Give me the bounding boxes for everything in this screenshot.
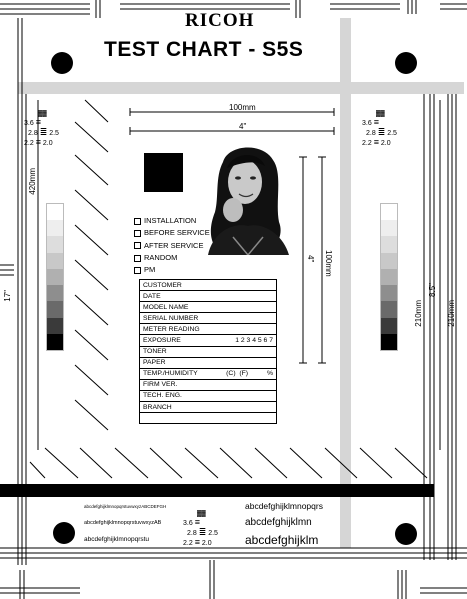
gray-step bbox=[381, 204, 397, 220]
checkbox[interactable] bbox=[134, 218, 141, 225]
form-label: METER READING bbox=[143, 325, 200, 333]
dimension-vertical-in: 4" bbox=[306, 255, 315, 263]
form-row bbox=[140, 346, 277, 357]
form-field[interactable] bbox=[140, 390, 277, 401]
form-field[interactable] bbox=[140, 313, 277, 324]
form-label: SERIAL NUMBER bbox=[143, 314, 199, 322]
checkbox[interactable] bbox=[134, 267, 141, 274]
form-field[interactable] bbox=[140, 302, 277, 313]
form-row bbox=[140, 379, 277, 390]
resolution-target-bottom-center: ▓▓ 3.6 ≡ 2.8 ≣ 2.5 2.2 ≡ 2.0 bbox=[183, 511, 218, 547]
form-row bbox=[140, 390, 277, 401]
text-sample-large-1: abcdefghijklmnopqrs bbox=[245, 501, 323, 511]
form-extra: 1 2 3 4 5 6 7 bbox=[235, 337, 273, 345]
gray-step bbox=[47, 204, 63, 220]
checklist-item[interactable] bbox=[134, 215, 210, 227]
form-field[interactable] bbox=[140, 346, 277, 357]
form-field[interactable] bbox=[140, 413, 277, 424]
form-label: DATE bbox=[143, 292, 161, 300]
form-row bbox=[140, 324, 277, 335]
form-field[interactable] bbox=[140, 280, 277, 291]
checklist-item[interactable] bbox=[134, 240, 210, 252]
checklist-label: AFTER SERVICE bbox=[144, 240, 204, 250]
checklist-item[interactable] bbox=[134, 252, 210, 264]
form-row bbox=[140, 402, 277, 413]
checklist-label: PM bbox=[144, 265, 156, 275]
gray-step bbox=[381, 269, 397, 285]
text-sample-small-2: abcdefghijklmnopqrstuvwxyzAB bbox=[84, 520, 162, 526]
solid-black-patch bbox=[144, 153, 183, 192]
checklist-item[interactable] bbox=[134, 227, 210, 239]
form-row bbox=[140, 335, 277, 346]
form-row bbox=[140, 291, 277, 302]
text-sample-small-3: abcdefghijklmnopqrstu bbox=[84, 536, 150, 543]
gray-step bbox=[381, 253, 397, 269]
form-label: EXPOSURE bbox=[143, 337, 181, 345]
form-field[interactable] bbox=[140, 379, 277, 390]
form-label: BRANCH bbox=[143, 403, 172, 411]
text-sample-large-2: abcdefghijklmn bbox=[245, 517, 312, 528]
form-row bbox=[140, 357, 277, 368]
gray-step bbox=[381, 334, 397, 350]
form-field[interactable] bbox=[140, 357, 277, 368]
form-label: TEMP./HUMIDITY bbox=[143, 370, 198, 378]
solid-black-bar bbox=[0, 484, 434, 497]
gray-step bbox=[47, 253, 63, 269]
gray-step bbox=[47, 220, 63, 236]
text-sample-large-3: abcdefghijklm bbox=[245, 533, 319, 547]
brand-logo: RICOH bbox=[185, 10, 255, 31]
checklist-item[interactable] bbox=[134, 264, 210, 276]
dimension-horizontal-in: 4" bbox=[239, 122, 247, 131]
dimension-left-mm: 420mm bbox=[28, 168, 37, 195]
form-field[interactable] bbox=[140, 402, 277, 413]
resolution-target-top-left: ▓▓ 3.6 ≡ 2.8 ≣ 2.5 2.2 ≡ 2.0 bbox=[24, 111, 59, 147]
form-label: FIRM VER. bbox=[143, 381, 178, 389]
checkbox[interactable] bbox=[134, 230, 141, 237]
dimension-left-in: 17" bbox=[3, 290, 12, 302]
dimension-right-in: 8.5" bbox=[428, 283, 437, 297]
form-field[interactable] bbox=[140, 324, 277, 335]
resolution-target-top-right: ▓▓ 3.6 ≡ 2.8 ≣ 2.5 2.2 ≡ 2.0 bbox=[362, 111, 397, 147]
gray-step bbox=[381, 220, 397, 236]
form-extra: (C) (F) % bbox=[226, 370, 273, 378]
dimension-right-mm: 210mm bbox=[414, 300, 423, 327]
checklist-label: RANDOM bbox=[144, 252, 178, 262]
checkbox[interactable] bbox=[134, 242, 141, 249]
form-row bbox=[140, 280, 277, 291]
form-field[interactable] bbox=[140, 368, 277, 379]
form-label: TONER bbox=[143, 348, 167, 356]
form-row bbox=[140, 413, 277, 424]
form-label: MODEL NAME bbox=[143, 303, 189, 311]
gray-step bbox=[381, 236, 397, 252]
form-row bbox=[140, 368, 277, 379]
form-row bbox=[140, 302, 277, 313]
dimension-horizontal-mm: 100mm bbox=[229, 103, 256, 112]
form-field[interactable] bbox=[140, 335, 277, 346]
form-field[interactable] bbox=[140, 291, 277, 302]
form-label: TECH. ENG. bbox=[143, 392, 182, 400]
gray-step bbox=[381, 285, 397, 301]
service-form bbox=[139, 279, 277, 424]
gray-step bbox=[381, 301, 397, 317]
gray-scale-right bbox=[380, 203, 398, 351]
gray-step bbox=[381, 318, 397, 334]
gray-step bbox=[47, 318, 63, 334]
gray-step bbox=[47, 236, 63, 252]
portrait-photo bbox=[203, 142, 291, 255]
checklist-label: INSTALLATION bbox=[144, 216, 197, 225]
dimension-vertical-mm: 100mm bbox=[324, 250, 333, 277]
service-checklist bbox=[134, 215, 210, 276]
text-sample-small-1: abcdefghijklmnopqrstuvwxyzABCDEFGH bbox=[84, 504, 167, 509]
gray-step bbox=[47, 269, 63, 285]
form-label: CUSTOMER bbox=[143, 281, 182, 289]
form-row bbox=[140, 313, 277, 324]
dimension-right-mm-2: 210mm bbox=[447, 300, 456, 327]
checklist-label: BEFORE SERVICE bbox=[144, 228, 210, 238]
gray-step bbox=[47, 285, 63, 301]
gray-scale-left bbox=[46, 203, 64, 351]
gray-step bbox=[47, 334, 63, 350]
page-title: TEST CHART - S5S bbox=[104, 38, 304, 61]
gray-step bbox=[47, 301, 63, 317]
form-label: PAPER bbox=[143, 359, 166, 367]
checkbox[interactable] bbox=[134, 255, 141, 262]
